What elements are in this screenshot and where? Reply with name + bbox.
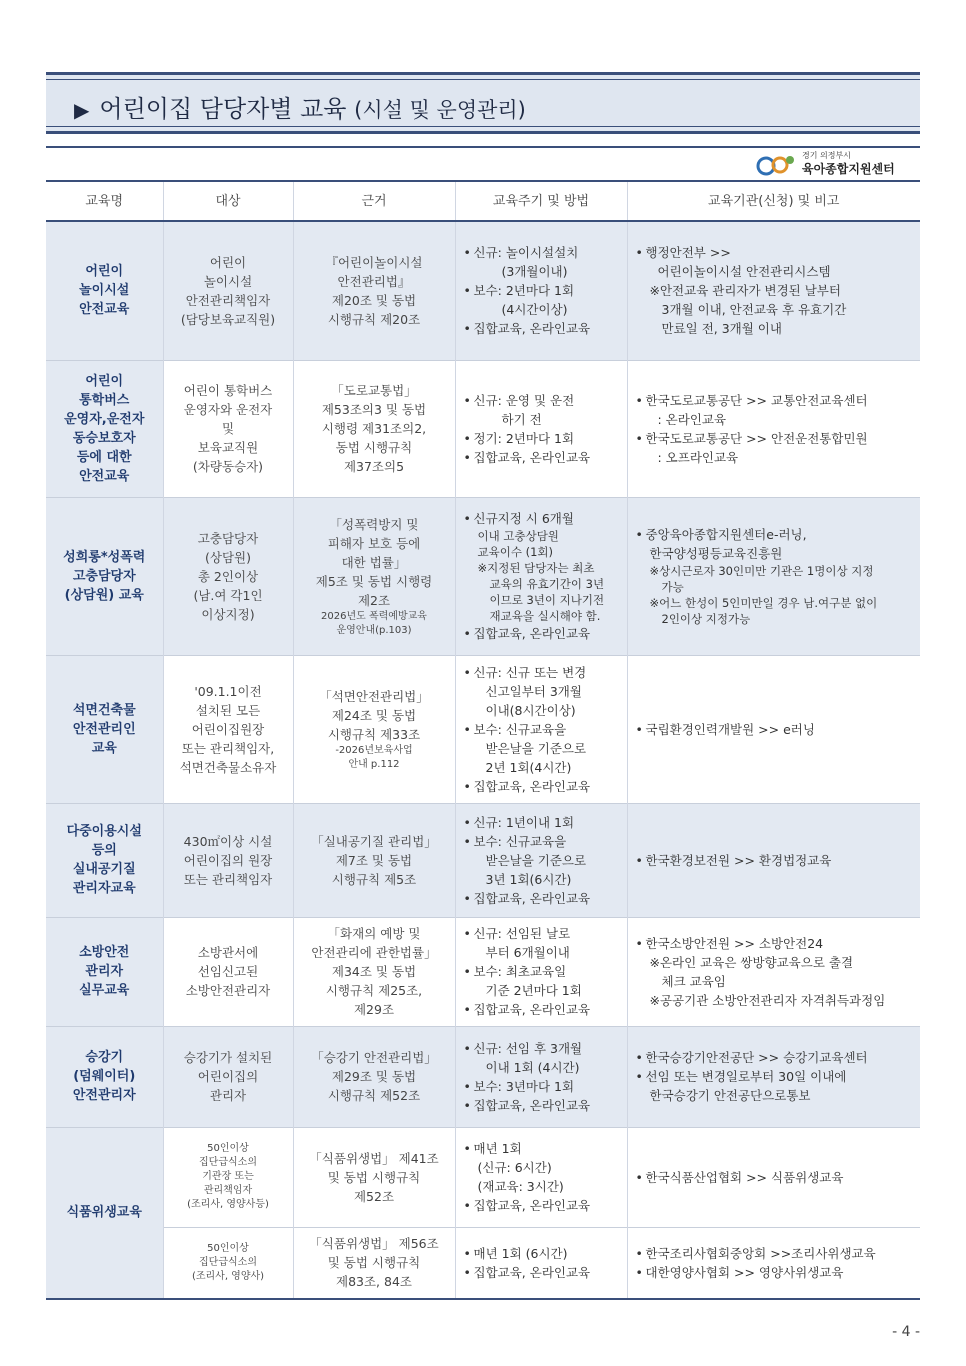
row-target: 소방관서에 선임신고된 소방안전관리자 (163, 917, 293, 1026)
page-number: - 4 - (892, 1324, 920, 1340)
table-row (46, 1026, 920, 1127)
row-basis: 「실내공기질 관리법」 제7조 및 동법 시행규칙 제5조 (293, 803, 455, 917)
logo-small-text: 경기 의정부시 (802, 151, 851, 160)
title-box (46, 72, 920, 134)
row-org: • 한국조리사협회중앙회 >>조리사위생교육 • 대한영양사협회 >> 영양사위생교육 (627, 1227, 920, 1299)
row-name: 어린이 통학버스 운영자,운전자 동승보호자 등에 대한 안전교육 (46, 360, 163, 497)
header-cycle: 교육주기 및 방법 (455, 181, 627, 221)
row-basis: 「화재의 예방 및 안전관리에 관한법률」 제34조 및 동법 시행규칙 제25조, 제29조 (293, 917, 455, 1026)
row-org: • 국립환경인력개발원 >> e러닝 (627, 655, 920, 803)
row-name: 다중이용시설 등의 실내공기질 관리자교육 (46, 803, 163, 917)
row-basis: 「석면안전관리법」 제24조 및 동법 시행규칙 제33조 -2026년보육사업 안내 p.112 (293, 655, 455, 803)
row-name: 소방안전 관리자 실무교육 (46, 917, 163, 1026)
row-name: 성희롱*성폭력 고충담당자 (상담원) 교육 (46, 497, 163, 655)
row-org: • 한국소방안전원 >> 소방안전24 ※온라인 교육은 쌍방향교육으로 출결 체크 교육임 ※공공기관 소방안전관리자 자격취득과정임 (627, 917, 920, 1026)
row-cycle: • 신규: 신규 또는 변경 신고일부터 3개월 이내(8시간이상) • 보수: 신규교육을 받은날을 기준으로 2년 1회(4시간) • 집합교육, 온라인교육 (455, 655, 627, 803)
row-basis: 『어린이놀이시설 안전관리법』 제20조 및 동법 시행규칙 제20조 (293, 221, 455, 360)
row-org: • 행정안전부 >> 어린이놀이시설 안전관리시스템 ※안전교육 관리자가 변경된 날부터 3개월 이내, 안전교육 후 유효기간 만료일 전, 3개월 이내 (627, 221, 920, 360)
row-target: 어린이 놀이시설 안전관리책임자 (담당보육교직원) (163, 221, 293, 360)
row-cycle: • 매년 1회 (신규: 6시간) (재교육: 3시간) • 집합교육, 온라인교육 (455, 1127, 627, 1227)
center-logo (756, 150, 916, 178)
table-row (46, 655, 920, 803)
table-row (46, 497, 920, 655)
triangle-right-icon: ▶ (74, 98, 90, 122)
row-org: • 한국승강기안전공단 >> 승강기교육센터 • 선임 또는 변경일로부터 30일 이내에 한국승강기 안전공단으로통보 (627, 1026, 920, 1127)
table-row (46, 1127, 920, 1227)
header-name: 교육명 (46, 181, 163, 221)
row-name: 석면건축물 안전관리인 교육 (46, 655, 163, 803)
table-row (46, 360, 920, 497)
row-name: 어린이 놀이시설 안전교육 (46, 221, 163, 360)
table-row (46, 917, 920, 1026)
row-basis: 「성폭력방지 및 피해자 보호 등에 대한 법률」 제5조 및 동법 시행령 제2조 2026년도 폭력예방교육 운영안내(p.103) (293, 497, 455, 655)
logo-big-text: 육아종합지원센터 (802, 162, 895, 176)
table-row (46, 1227, 920, 1299)
row-cycle: • 신규지정 시 6개월 이내 고충상담원 교육이수 (1회) ※지정된 담당자는 최초 교육의 유효기간이 3년 이므로 3년이 지나기전 재교육을 실시해야 함. • 집합교육, 온라인교육 (455, 497, 627, 655)
row-org: • 한국도로교통공단 >> 교통안전교육센터 : 온라인교육 • 한국도로교통공단 >> 안전운전통합민원 : 오프라인교육 (627, 360, 920, 497)
row-target: 50인이상 집단급식소의 (조리사, 영양사) (163, 1227, 293, 1299)
title-main: 어린이집 담당자별 교육 (99, 95, 347, 123)
row-org: • 중앙육아종합지원센터e-러닝, 한국양성평등교육진흥원 ※상시근로자 30인미만 기관은 1명이상 지정 가능 ※어느 한성이 5인미만일 경우 남.여구분 없이 2인이상 지정가능 (627, 497, 920, 655)
row-org: • 한국식품산업협회 >> 식품위생교육 (627, 1127, 920, 1227)
row-name: 승강기 (덤웨이터) 안전관리자 (46, 1026, 163, 1127)
header-target: 대상 (163, 181, 293, 221)
row-target: '09.1.1이전 설치된 모든 어린이집원장 또는 관리책임자, 석면건축물소유자 (163, 655, 293, 803)
header-basis: 근거 (293, 181, 455, 221)
table-header-row (46, 181, 920, 221)
row-basis: 「식품위생법」 제56조 및 동법 시행규칙 제83조, 84조 (293, 1227, 455, 1299)
row-cycle: • 신규: 선임 후 3개월 이내 1회 (4시간) • 보수: 3년마다 1회 • 집합교육, 온라인교육 (455, 1026, 627, 1127)
row-cycle: • 신규: 선임된 날로 부터 6개월이내 • 보수: 최초교육일 기준 2년마다 1회 • 집합교육, 온라인교육 (455, 917, 627, 1026)
row-target: 승강기가 설치된 어린이집의 관리자 (163, 1026, 293, 1127)
education-table (46, 180, 920, 1300)
row-cycle: • 신규: 놀이시설설치 (3개월이내) • 보수: 2년마다 1회 (4시간이상) • 집합교육, 온라인교육 (455, 221, 627, 360)
row-name: 식품위생교육 (46, 1127, 163, 1299)
row-cycle: • 신규: 운영 및 운전 하기 전 • 정기: 2년마다 1회 • 집합교육, 온라인교육 (455, 360, 627, 497)
table-row (46, 803, 920, 917)
page-title (74, 89, 526, 124)
row-target: 430㎡이상 시설 어린이집의 원장 또는 관리책임자 (163, 803, 293, 917)
row-target: 고충담당자 (상담원) 총 2인이상 (남.여 각1인 이상지정) (163, 497, 293, 655)
row-target: 어린이 통학버스 운영자와 운전자 및 보육교직원 (차량동승자) (163, 360, 293, 497)
row-basis: 「승강기 안전관리법」 제29조 및 동법 시행규칙 제52조 (293, 1026, 455, 1127)
row-target: 50인이상 집단급식소의 기관장 또는 관리책임자 (조리사, 영양사등) (163, 1127, 293, 1227)
title-sub: (시설 및 운영관리) (354, 98, 526, 122)
header-rule (46, 146, 920, 148)
table-row (46, 221, 920, 360)
row-cycle: • 신규: 1년이내 1회 • 보수: 신규교육을 받은날을 기준으로 3년 1회(6시간) • 집합교육, 온라인교육 (455, 803, 627, 917)
row-basis: 「도로교통법」 제53조의3 및 동법 시행령 제31조의2, 동법 시행규칙 제37조의5 (293, 360, 455, 497)
row-cycle: • 매년 1회 (6시간) • 집합교육, 온라인교육 (455, 1227, 627, 1299)
logo-mark-icon (756, 152, 796, 178)
row-basis: 「식품위생법」 제41조 및 동법 시행규칙 제52조 (293, 1127, 455, 1227)
row-org: • 한국환경보전원 >> 환경법정교육 (627, 803, 920, 917)
header-org: 교육기관(신청) 및 비고 (627, 181, 920, 221)
